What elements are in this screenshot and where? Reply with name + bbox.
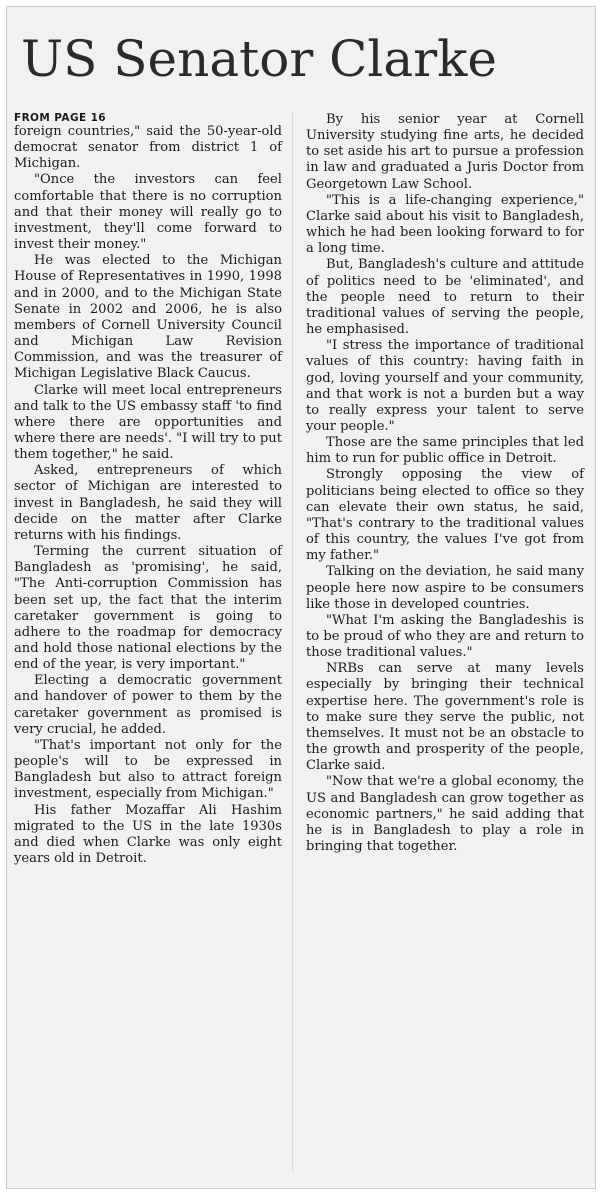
article-paragraph: foreign countries," said the 50-year-old democrat senator from district 1 of Michigan. <box>14 124 282 172</box>
article-paragraph: "I stress the importance of traditional values of this country: having faith in god, loving yourself and your community, and that work is not a burden but a way to really express your talent to serve your people." <box>306 338 584 434</box>
article-paragraph: But, Bangladesh's culture and attitude of politics need to be 'eliminated', and the people need to return to their traditional values of serving the people, he emphasised. <box>306 257 584 338</box>
article-paragraph: Asked, entrepreneurs of which sector of Michigan are interested to invest in Bangladesh, he said they will decide on the matter after Clarke returns with his findings. <box>14 463 282 543</box>
article-paragraph: NRBs can serve at many levels especially by bringing their technical expertise here. The government's role is to make sure they serve the public, not themselves. It must not be an obstacle to the growth and prosperity of the people, Clarke said. <box>306 661 584 774</box>
article-paragraph: Electing a democratic government and handover of power to them by the caretaker government as promised is very crucial, he added. <box>14 673 282 737</box>
article-paragraph: Strongly opposing the view of politicians being elected to office so they can elevate their own status, he said, "That's contrary to the traditional values of this country, the values I've got from my father." <box>306 467 584 564</box>
article-column-left <box>10 112 282 867</box>
article-paragraph: "That's important not only for the people's will to be expressed in Bangladesh but also to attract foreign investment, especially from Michigan." <box>14 737 282 802</box>
jump-label: FROM PAGE 16 <box>14 112 107 124</box>
article-column-right <box>306 112 584 855</box>
article-paragraph: "Now that we're a global economy, the US and Bangladesh can grow together as economic partners," he said adding that he is in Bangladesh to play a role in bringing that together. <box>306 774 584 855</box>
article-paragraph: Terming the current situation of Bangladesh as 'promising', he said, "The Anti-corruption Commission has been set up, the fact that the interim caretaker government is going to adhere to the roadmap for democracy and hold those national elections by the end of the year, is very important." <box>14 544 282 673</box>
article-paragraph: "Once the investors can feel comfortable that there is no corruption and that their money will really go to investment, they'll come forward to invest their money." <box>14 172 282 253</box>
article-paragraph: Those are the same principles that led him to run for public office in Detroit. <box>306 435 584 467</box>
headline: US Senator Clarke <box>21 30 497 88</box>
column-divider <box>292 112 293 1172</box>
article-paragraph: "What I'm asking the Bangladeshis is to be proud of who they are and return to those traditional values." <box>306 612 584 661</box>
article-paragraph: His father Mozaffar Ali Hashim migrated to the US in the late 1930s and died when Clarke was only eight years old in Detroit. <box>14 802 282 867</box>
article-paragraph: Talking on the deviation, he said many people here now aspire to be consumers like those in developed countries. <box>306 564 584 612</box>
article-paragraph: Clarke will meet local entrepreneurs and talk to the US embassy staff 'to find where there are opportunities and where there are needs'. "I will try to put them together," he said. <box>14 382 282 463</box>
article-paragraph: By his senior year at Cornell University studying fine arts, he decided to set aside his art to pursue a profession in law and graduated a Juris Doctor from Georgetown Law School. <box>306 112 584 192</box>
left-paragraphs <box>10 124 282 867</box>
article-paragraph: He was elected to the Michigan House of Representatives in 1990, 1998 and in 2000, and to the Michigan State Senate in 2002 and 2006, he is also members of Cornell University Council and Michigan Law Revision Commission, and was the treasurer of Michigan Legislative Black Caucus. <box>14 253 282 382</box>
article-paragraph: "This is a life-changing experience," Clarke said about his visit to Bangladesh, which he had been looking forward to for a long time. <box>306 192 584 257</box>
